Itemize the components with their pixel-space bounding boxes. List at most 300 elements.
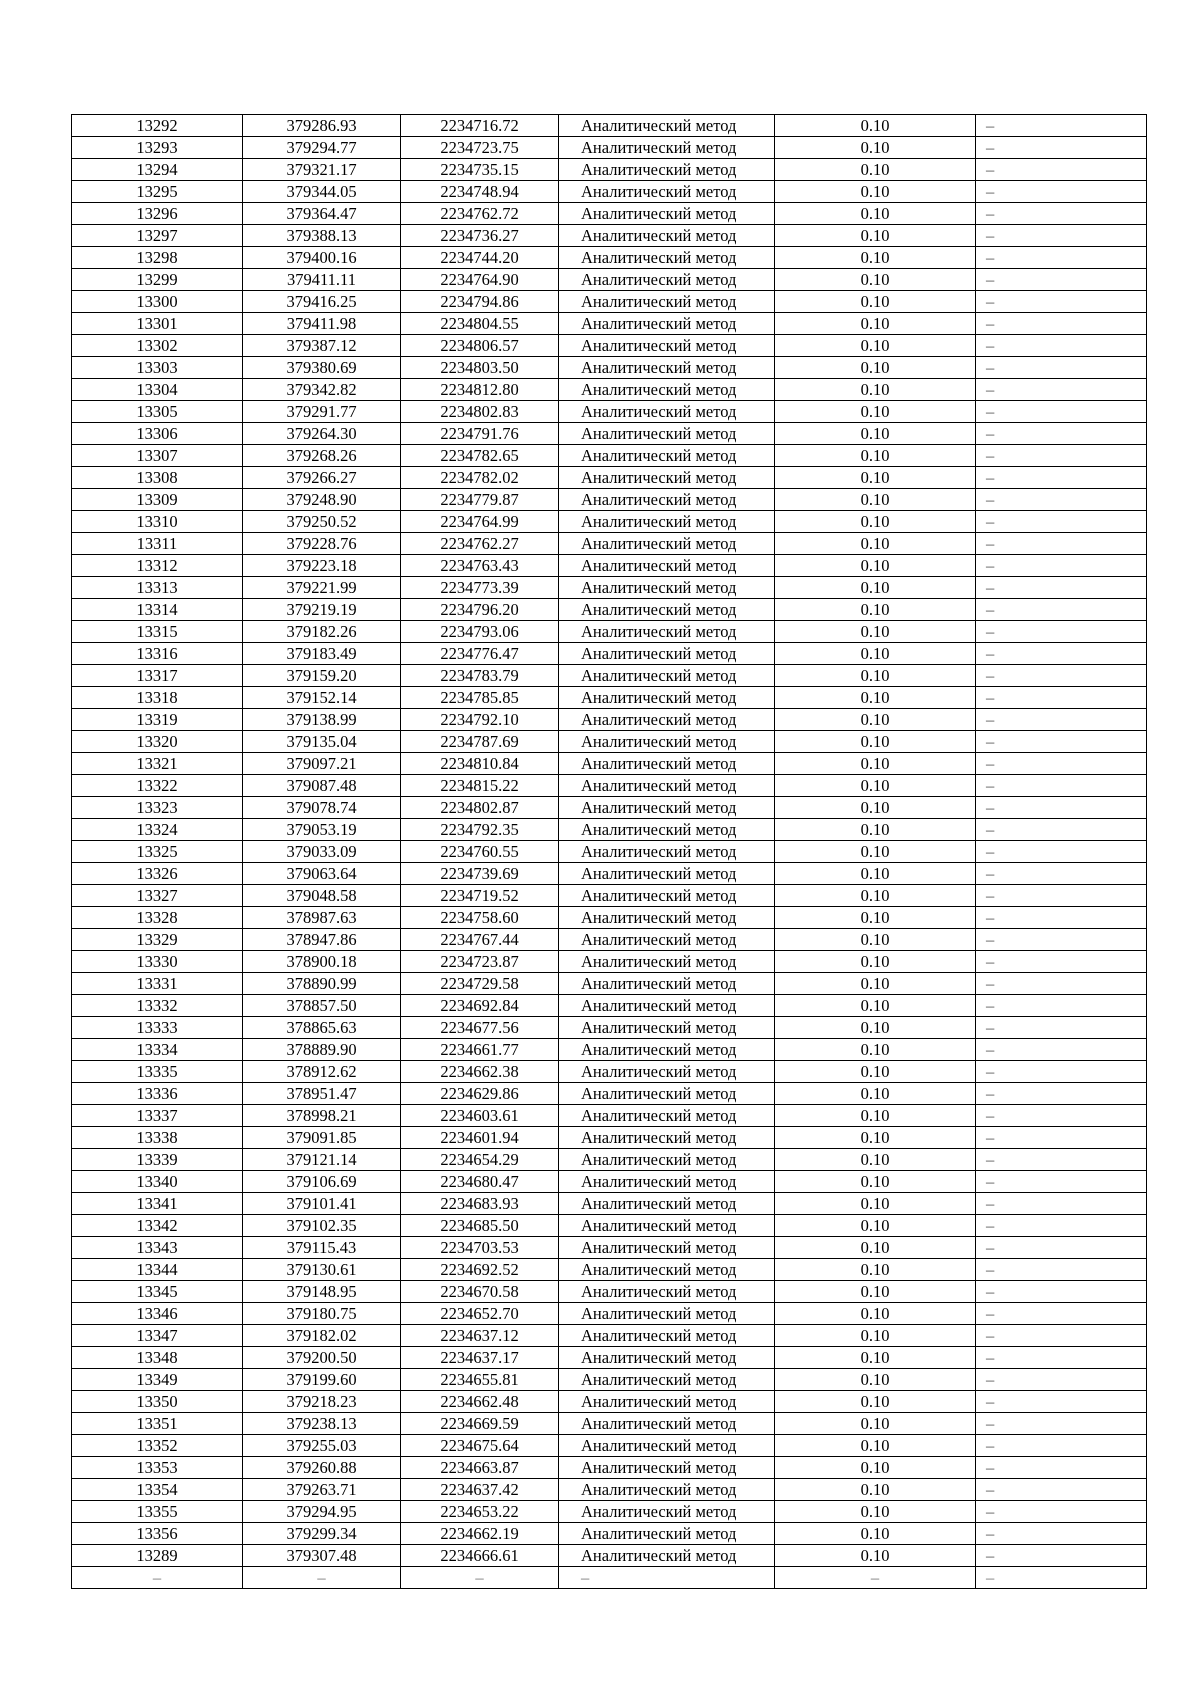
point-number-cell: 13335 (72, 1061, 243, 1083)
method-cell: Аналитический метод (559, 929, 775, 951)
method-cell: Аналитический метод (559, 1457, 775, 1479)
table-row (72, 797, 1147, 819)
table-row (72, 115, 1147, 137)
table-row (72, 665, 1147, 687)
x-coordinate-cell: 379078.74 (243, 797, 401, 819)
table-row (72, 1039, 1147, 1061)
table-row (72, 1523, 1147, 1545)
note-cell: – (976, 1303, 1147, 1325)
y-coordinate-cell: 2234787.69 (401, 731, 559, 753)
accuracy-cell: 0.10 (775, 995, 976, 1017)
x-coordinate-cell: 379152.14 (243, 687, 401, 709)
y-coordinate-cell: 2234739.69 (401, 863, 559, 885)
table-row (72, 1105, 1147, 1127)
note-cell: – (976, 115, 1147, 137)
method-cell: Аналитический метод (559, 1215, 775, 1237)
note-cell: – (976, 1501, 1147, 1523)
y-coordinate-cell: 2234763.43 (401, 555, 559, 577)
y-coordinate-cell: 2234782.02 (401, 467, 559, 489)
method-cell: Аналитический метод (559, 489, 775, 511)
note-cell: – (976, 599, 1147, 621)
note-cell: – (976, 489, 1147, 511)
point-number-cell: 13320 (72, 731, 243, 753)
y-coordinate-cell: 2234666.61 (401, 1545, 559, 1567)
point-number-cell: 13344 (72, 1259, 243, 1281)
accuracy-cell: 0.10 (775, 357, 976, 379)
point-number-cell: 13318 (72, 687, 243, 709)
note-cell: – (976, 511, 1147, 533)
table-row (72, 1083, 1147, 1105)
note-cell: – (976, 379, 1147, 401)
point-number-cell: 13337 (72, 1105, 243, 1127)
accuracy-cell: 0.10 (775, 599, 976, 621)
y-coordinate-cell: 2234782.65 (401, 445, 559, 467)
y-coordinate-cell: – (401, 1567, 559, 1589)
method-cell: Аналитический метод (559, 1479, 775, 1501)
x-coordinate-cell: 378998.21 (243, 1105, 401, 1127)
method-cell: Аналитический метод (559, 1325, 775, 1347)
table-row (72, 1171, 1147, 1193)
accuracy-cell: 0.10 (775, 1171, 976, 1193)
point-number-cell: 13339 (72, 1149, 243, 1171)
accuracy-cell: 0.10 (775, 1149, 976, 1171)
y-coordinate-cell: 2234661.77 (401, 1039, 559, 1061)
note-cell: – (976, 577, 1147, 599)
accuracy-cell: 0.10 (775, 115, 976, 137)
table-row (72, 1325, 1147, 1347)
note-cell: – (976, 1237, 1147, 1259)
point-number-cell: 13338 (72, 1127, 243, 1149)
accuracy-cell: 0.10 (775, 1413, 976, 1435)
method-cell: Аналитический метод (559, 1303, 775, 1325)
point-number-cell: 13350 (72, 1391, 243, 1413)
note-cell: – (976, 1347, 1147, 1369)
table-row (72, 1479, 1147, 1501)
y-coordinate-cell: 2234685.50 (401, 1215, 559, 1237)
note-cell: – (976, 797, 1147, 819)
accuracy-cell: 0.10 (775, 379, 976, 401)
x-coordinate-cell: 379106.69 (243, 1171, 401, 1193)
point-number-cell: 13313 (72, 577, 243, 599)
note-cell: – (976, 775, 1147, 797)
x-coordinate-cell: 379221.99 (243, 577, 401, 599)
note-cell: – (976, 1149, 1147, 1171)
method-cell: Аналитический метод (559, 379, 775, 401)
y-coordinate-cell: 2234767.44 (401, 929, 559, 951)
method-cell: Аналитический метод (559, 1105, 775, 1127)
note-cell: – (976, 225, 1147, 247)
table-row (72, 775, 1147, 797)
note-cell: – (976, 357, 1147, 379)
method-cell: Аналитический метод (559, 995, 775, 1017)
point-number-cell: 13302 (72, 335, 243, 357)
accuracy-cell: 0.10 (775, 1105, 976, 1127)
x-coordinate-cell: 379033.09 (243, 841, 401, 863)
point-number-cell: 13307 (72, 445, 243, 467)
x-coordinate-cell: 379294.95 (243, 1501, 401, 1523)
note-cell: – (976, 1479, 1147, 1501)
note-cell: – (976, 995, 1147, 1017)
note-cell: – (976, 445, 1147, 467)
x-coordinate-cell: 379255.03 (243, 1435, 401, 1457)
accuracy-cell: 0.10 (775, 1303, 976, 1325)
note-cell: – (976, 841, 1147, 863)
accuracy-cell: 0.10 (775, 511, 976, 533)
table-row (72, 1259, 1147, 1281)
point-number-cell: 13294 (72, 159, 243, 181)
x-coordinate-cell: 379223.18 (243, 555, 401, 577)
x-coordinate-cell: 379200.50 (243, 1347, 401, 1369)
accuracy-cell: 0.10 (775, 1545, 976, 1567)
y-coordinate-cell: 2234677.56 (401, 1017, 559, 1039)
method-cell: Аналитический метод (559, 1435, 775, 1457)
x-coordinate-cell: 379183.49 (243, 643, 401, 665)
point-number-cell: 13324 (72, 819, 243, 841)
point-number-cell: 13316 (72, 643, 243, 665)
accuracy-cell: 0.10 (775, 445, 976, 467)
x-coordinate-cell: 379063.64 (243, 863, 401, 885)
y-coordinate-cell: 2234785.85 (401, 687, 559, 709)
accuracy-cell: 0.10 (775, 313, 976, 335)
x-coordinate-cell: 379148.95 (243, 1281, 401, 1303)
x-coordinate-cell: 379097.21 (243, 753, 401, 775)
x-coordinate-cell: 379380.69 (243, 357, 401, 379)
y-coordinate-cell: 2234735.15 (401, 159, 559, 181)
point-number-cell: 13309 (72, 489, 243, 511)
table-row (72, 995, 1147, 1017)
table-row (72, 1347, 1147, 1369)
x-coordinate-cell: 379263.71 (243, 1479, 401, 1501)
method-cell: Аналитический метод (559, 665, 775, 687)
y-coordinate-cell: 2234654.29 (401, 1149, 559, 1171)
y-coordinate-cell: 2234729.58 (401, 973, 559, 995)
y-coordinate-cell: 2234629.86 (401, 1083, 559, 1105)
table-row (72, 1281, 1147, 1303)
method-cell: Аналитический метод (559, 1369, 775, 1391)
note-cell: – (976, 1127, 1147, 1149)
accuracy-cell: 0.10 (775, 1237, 976, 1259)
accuracy-cell: 0.10 (775, 1193, 976, 1215)
table-row (72, 1391, 1147, 1413)
note-cell: – (976, 335, 1147, 357)
x-coordinate-cell: 379135.04 (243, 731, 401, 753)
x-coordinate-cell: 379182.02 (243, 1325, 401, 1347)
note-cell: – (976, 643, 1147, 665)
note-cell: – (976, 665, 1147, 687)
x-coordinate-cell: 379102.35 (243, 1215, 401, 1237)
y-coordinate-cell: 2234758.60 (401, 907, 559, 929)
note-cell: – (976, 973, 1147, 995)
method-cell: Аналитический метод (559, 225, 775, 247)
y-coordinate-cell: 2234680.47 (401, 1171, 559, 1193)
table-row (72, 709, 1147, 731)
method-cell: Аналитический метод (559, 973, 775, 995)
accuracy-cell: 0.10 (775, 1347, 976, 1369)
note-cell: – (976, 423, 1147, 445)
method-cell: Аналитический метод (559, 357, 775, 379)
table-row (72, 599, 1147, 621)
method-cell: Аналитический метод (559, 467, 775, 489)
note-cell: – (976, 1523, 1147, 1545)
point-number-cell: 13293 (72, 137, 243, 159)
point-number-cell: 13329 (72, 929, 243, 951)
x-coordinate-cell: 379182.26 (243, 621, 401, 643)
point-number-cell: 13333 (72, 1017, 243, 1039)
method-cell: Аналитический метод (559, 511, 775, 533)
x-coordinate-cell: 379342.82 (243, 379, 401, 401)
x-coordinate-cell: 379299.34 (243, 1523, 401, 1545)
y-coordinate-cell: 2234773.39 (401, 577, 559, 599)
table-row (72, 181, 1147, 203)
point-number-cell: 13334 (72, 1039, 243, 1061)
method-cell: Аналитический метод (559, 203, 775, 225)
x-coordinate-cell: 379053.19 (243, 819, 401, 841)
y-coordinate-cell: 2234812.80 (401, 379, 559, 401)
accuracy-cell: 0.10 (775, 1061, 976, 1083)
accuracy-cell: 0.10 (775, 269, 976, 291)
note-cell: – (976, 137, 1147, 159)
y-coordinate-cell: 2234603.61 (401, 1105, 559, 1127)
y-coordinate-cell: 2234652.70 (401, 1303, 559, 1325)
y-coordinate-cell: 2234793.06 (401, 621, 559, 643)
x-coordinate-cell: 379400.16 (243, 247, 401, 269)
table-row (72, 1501, 1147, 1523)
note-cell: – (976, 555, 1147, 577)
y-coordinate-cell: 2234762.27 (401, 533, 559, 555)
point-number-cell: 13319 (72, 709, 243, 731)
table-row (72, 753, 1147, 775)
note-cell: – (976, 929, 1147, 951)
y-coordinate-cell: 2234736.27 (401, 225, 559, 247)
note-cell: – (976, 1193, 1147, 1215)
x-coordinate-cell: 379199.60 (243, 1369, 401, 1391)
point-number-cell: 13356 (72, 1523, 243, 1545)
point-number-cell: 13351 (72, 1413, 243, 1435)
table-row (72, 203, 1147, 225)
note-cell: – (976, 467, 1147, 489)
table-row (72, 1127, 1147, 1149)
point-number-cell: 13332 (72, 995, 243, 1017)
method-cell: Аналитический метод (559, 1061, 775, 1083)
table-row (72, 1149, 1147, 1171)
accuracy-cell: 0.10 (775, 467, 976, 489)
note-cell: – (976, 687, 1147, 709)
x-coordinate-cell: 378889.90 (243, 1039, 401, 1061)
accuracy-cell: 0.10 (775, 423, 976, 445)
table-row (72, 951, 1147, 973)
table-row (72, 1215, 1147, 1237)
x-coordinate-cell: 379159.20 (243, 665, 401, 687)
method-cell: Аналитический метод (559, 577, 775, 599)
method-cell: Аналитический метод (559, 1149, 775, 1171)
point-number-cell: 13289 (72, 1545, 243, 1567)
point-number-cell: 13342 (72, 1215, 243, 1237)
note-cell: – (976, 1215, 1147, 1237)
y-coordinate-cell: 2234764.90 (401, 269, 559, 291)
method-cell: Аналитический метод (559, 247, 775, 269)
y-coordinate-cell: 2234683.93 (401, 1193, 559, 1215)
point-number-cell: 13306 (72, 423, 243, 445)
point-number-cell: 13352 (72, 1435, 243, 1457)
method-cell: Аналитический метод (559, 599, 775, 621)
method-cell: Аналитический метод (559, 841, 775, 863)
y-coordinate-cell: 2234748.94 (401, 181, 559, 203)
y-coordinate-cell: 2234637.12 (401, 1325, 559, 1347)
point-number-cell: 13343 (72, 1237, 243, 1259)
accuracy-cell: 0.10 (775, 489, 976, 511)
y-coordinate-cell: 2234662.38 (401, 1061, 559, 1083)
table-row (72, 1193, 1147, 1215)
point-number-cell: 13328 (72, 907, 243, 929)
accuracy-cell: 0.10 (775, 643, 976, 665)
x-coordinate-cell: 378857.50 (243, 995, 401, 1017)
accuracy-cell: 0.10 (775, 137, 976, 159)
method-cell: – (559, 1567, 775, 1589)
point-number-cell: 13336 (72, 1083, 243, 1105)
accuracy-cell: 0.10 (775, 1479, 976, 1501)
point-number-cell: 13327 (72, 885, 243, 907)
point-number-cell: 13292 (72, 115, 243, 137)
table-row (72, 621, 1147, 643)
x-coordinate-cell: 379218.23 (243, 1391, 401, 1413)
method-cell: Аналитический метод (559, 533, 775, 555)
point-number-cell: 13353 (72, 1457, 243, 1479)
accuracy-cell: 0.10 (775, 929, 976, 951)
point-number-cell: 13322 (72, 775, 243, 797)
x-coordinate-cell: 379091.85 (243, 1127, 401, 1149)
point-number-cell: 13346 (72, 1303, 243, 1325)
x-coordinate-cell: 379266.27 (243, 467, 401, 489)
point-number-cell: 13321 (72, 753, 243, 775)
accuracy-cell: 0.10 (775, 1391, 976, 1413)
y-coordinate-cell: 2234653.22 (401, 1501, 559, 1523)
x-coordinate-cell: 379248.90 (243, 489, 401, 511)
method-cell: Аналитический метод (559, 731, 775, 753)
note-cell: – (976, 1039, 1147, 1061)
y-coordinate-cell: 2234803.50 (401, 357, 559, 379)
point-number-cell: 13312 (72, 555, 243, 577)
method-cell: Аналитический метод (559, 775, 775, 797)
note-cell: – (976, 1325, 1147, 1347)
accuracy-cell: 0.10 (775, 665, 976, 687)
x-coordinate-cell: 378890.99 (243, 973, 401, 995)
method-cell: Аналитический метод (559, 159, 775, 181)
method-cell: Аналитический метод (559, 1281, 775, 1303)
note-cell: – (976, 1061, 1147, 1083)
method-cell: Аналитический метод (559, 863, 775, 885)
method-cell: Аналитический метод (559, 621, 775, 643)
y-coordinate-cell: 2234796.20 (401, 599, 559, 621)
x-coordinate-cell: – (243, 1567, 401, 1589)
table-row (72, 533, 1147, 555)
point-number-cell: 13347 (72, 1325, 243, 1347)
x-coordinate-cell: 379411.11 (243, 269, 401, 291)
y-coordinate-cell: 2234791.76 (401, 423, 559, 445)
accuracy-cell: 0.10 (775, 863, 976, 885)
accuracy-cell: 0.10 (775, 1369, 976, 1391)
note-cell: – (976, 1457, 1147, 1479)
accuracy-cell: 0.10 (775, 335, 976, 357)
accuracy-cell: 0.10 (775, 577, 976, 599)
method-cell: Аналитический метод (559, 1039, 775, 1061)
y-coordinate-cell: 2234692.52 (401, 1259, 559, 1281)
method-cell: Аналитический метод (559, 1391, 775, 1413)
table-row (72, 401, 1147, 423)
note-cell: – (976, 753, 1147, 775)
y-coordinate-cell: 2234794.86 (401, 291, 559, 313)
accuracy-cell: 0.10 (775, 555, 976, 577)
table-row (72, 159, 1147, 181)
method-cell: Аналитический метод (559, 819, 775, 841)
point-number-cell: 13295 (72, 181, 243, 203)
table-row (72, 489, 1147, 511)
method-cell: Аналитический метод (559, 1413, 775, 1435)
accuracy-cell: 0.10 (775, 1215, 976, 1237)
y-coordinate-cell: 2234792.10 (401, 709, 559, 731)
accuracy-cell: 0.10 (775, 951, 976, 973)
accuracy-cell: 0.10 (775, 247, 976, 269)
accuracy-cell: 0.10 (775, 291, 976, 313)
x-coordinate-cell: 379268.26 (243, 445, 401, 467)
point-number-cell: 13325 (72, 841, 243, 863)
note-cell: – (976, 291, 1147, 313)
x-coordinate-cell: 379344.05 (243, 181, 401, 203)
method-cell: Аналитический метод (559, 1083, 775, 1105)
point-number-cell: 13296 (72, 203, 243, 225)
x-coordinate-cell: 379291.77 (243, 401, 401, 423)
note-cell: – (976, 1391, 1147, 1413)
note-cell: – (976, 1413, 1147, 1435)
accuracy-cell: 0.10 (775, 401, 976, 423)
note-cell: – (976, 533, 1147, 555)
table-row (72, 819, 1147, 841)
y-coordinate-cell: 2234804.55 (401, 313, 559, 335)
table-row (72, 1545, 1147, 1567)
accuracy-cell: 0.10 (775, 973, 976, 995)
point-number-cell: 13341 (72, 1193, 243, 1215)
y-coordinate-cell: 2234670.58 (401, 1281, 559, 1303)
table-row (72, 357, 1147, 379)
x-coordinate-cell: 379121.14 (243, 1149, 401, 1171)
point-number-cell: 13299 (72, 269, 243, 291)
y-coordinate-cell: 2234815.22 (401, 775, 559, 797)
method-cell: Аналитический метод (559, 1127, 775, 1149)
method-cell: Аналитический метод (559, 709, 775, 731)
table-row (72, 687, 1147, 709)
y-coordinate-cell: 2234703.53 (401, 1237, 559, 1259)
note-cell: – (976, 1369, 1147, 1391)
point-number-cell: 13305 (72, 401, 243, 423)
y-coordinate-cell: 2234601.94 (401, 1127, 559, 1149)
accuracy-cell: 0.10 (775, 1083, 976, 1105)
accuracy-cell: 0.10 (775, 885, 976, 907)
accuracy-cell: 0.10 (775, 225, 976, 247)
method-cell: Аналитический метод (559, 797, 775, 819)
y-coordinate-cell: 2234662.19 (401, 1523, 559, 1545)
point-number-cell: 13330 (72, 951, 243, 973)
point-number-cell: 13349 (72, 1369, 243, 1391)
method-cell: Аналитический метод (559, 335, 775, 357)
x-coordinate-cell: 379286.93 (243, 115, 401, 137)
y-coordinate-cell: 2234783.79 (401, 665, 559, 687)
accuracy-cell: 0.10 (775, 775, 976, 797)
table-row (72, 379, 1147, 401)
note-cell: – (976, 1083, 1147, 1105)
x-coordinate-cell: 378912.62 (243, 1061, 401, 1083)
x-coordinate-cell: 379388.13 (243, 225, 401, 247)
table-row (72, 1435, 1147, 1457)
table-row (72, 731, 1147, 753)
